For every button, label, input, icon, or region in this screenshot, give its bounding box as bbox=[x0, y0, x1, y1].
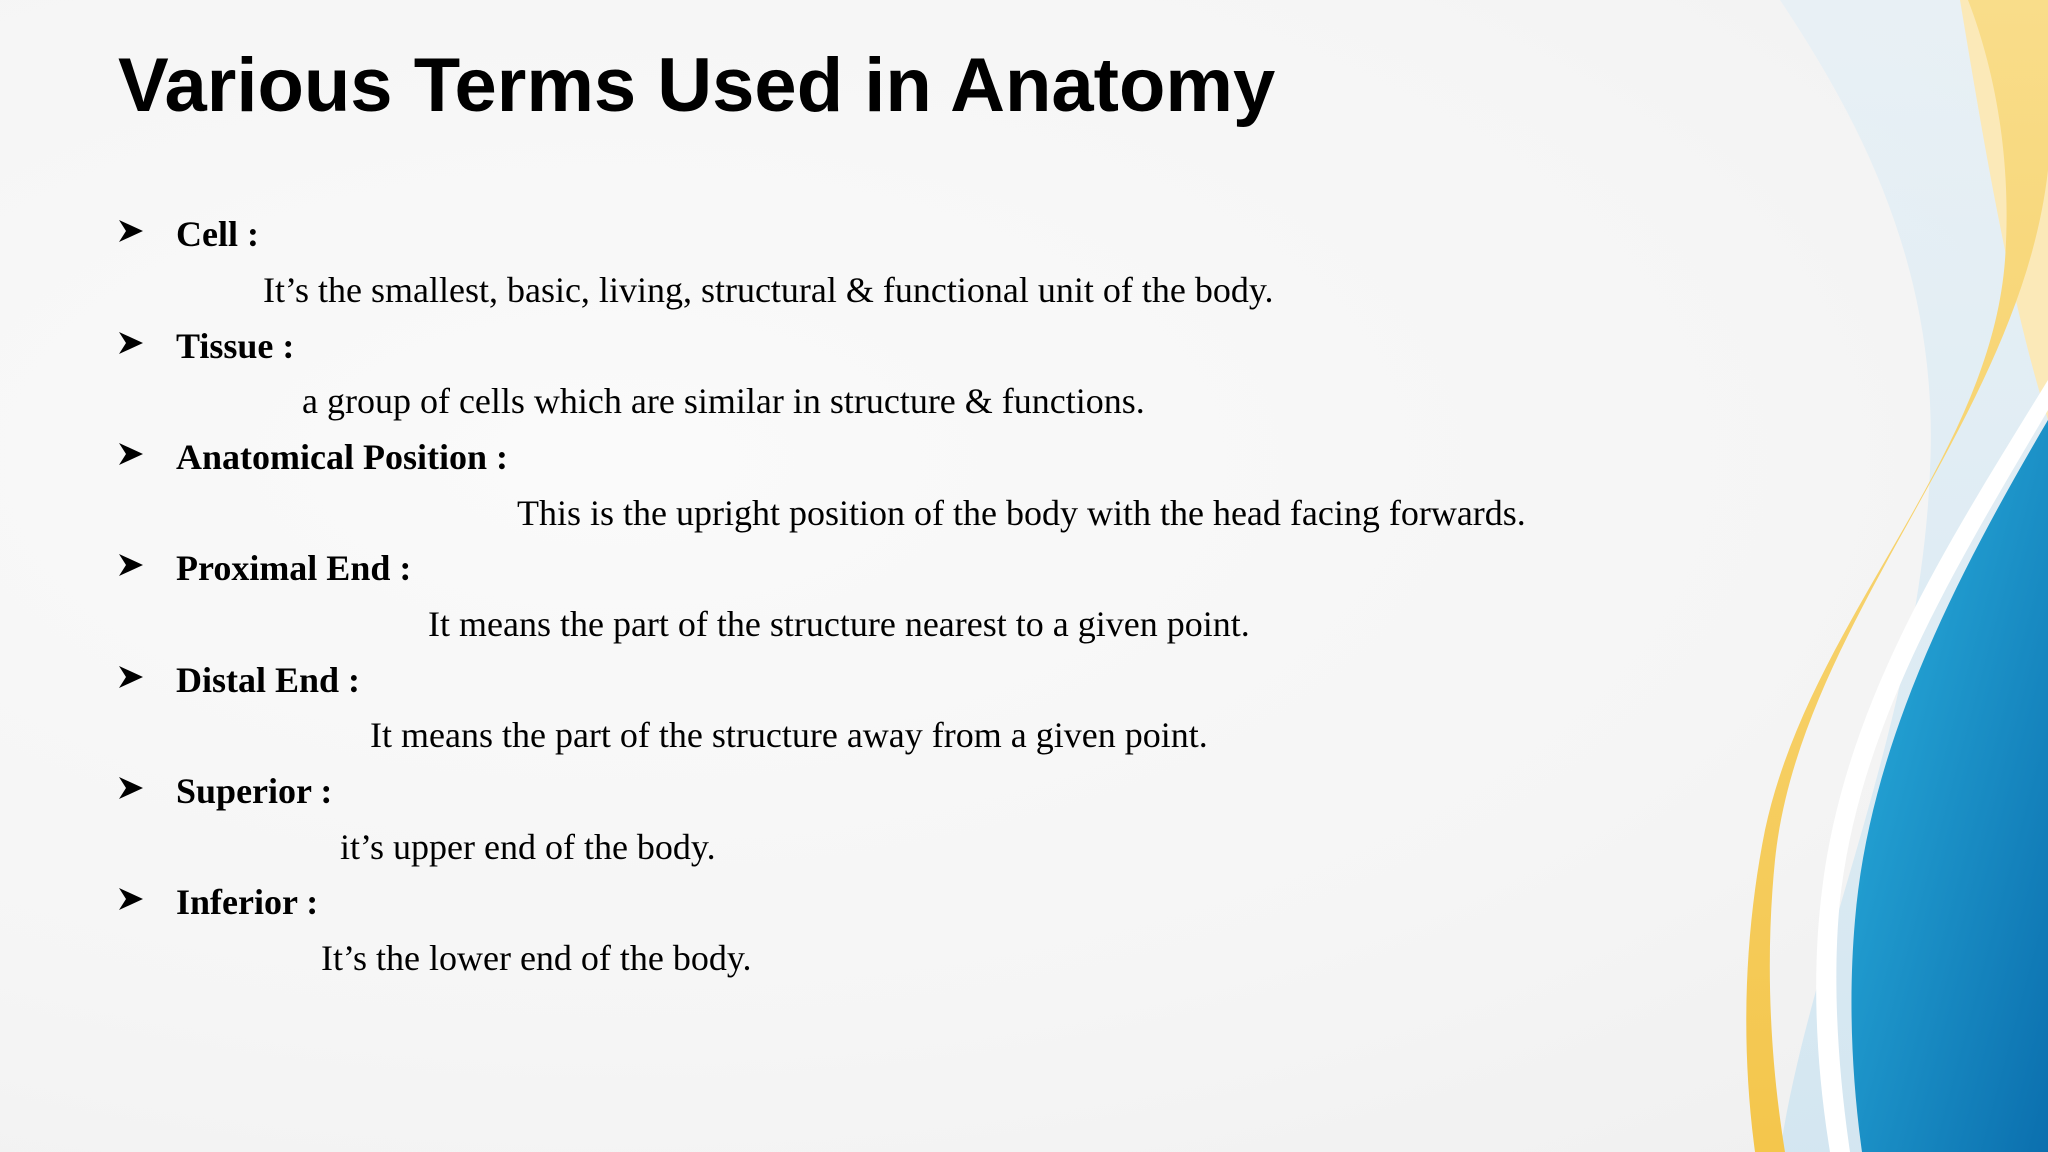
term-label: Cell : bbox=[176, 214, 259, 254]
arrowhead-bullet-icon bbox=[118, 552, 144, 578]
term-definition-distal-end: It means the part of the structure away from a given point. bbox=[370, 715, 1208, 755]
term-label: Anatomical Position : bbox=[176, 437, 508, 477]
arrowhead-bullet-icon bbox=[118, 441, 144, 467]
term-label: Distal End : bbox=[176, 660, 361, 700]
arrowhead-bullet-icon bbox=[118, 886, 144, 912]
term-definition-anatomical-position: This is the upright position of the body with the head facing forwards. bbox=[517, 493, 1526, 533]
term-definition-proximal-end: It means the part of the structure nearest to a given point. bbox=[428, 604, 1250, 644]
term-definition-superior: it’s upper end of the body. bbox=[340, 827, 716, 867]
arrowhead-bullet-icon bbox=[118, 664, 144, 690]
term-definition-cell: It’s the smallest, basic, living, structural & functional unit of the body. bbox=[263, 270, 1274, 310]
term-label: Proximal End : bbox=[176, 548, 412, 588]
term-label: Tissue : bbox=[176, 326, 295, 366]
term-definition-tissue: a group of cells which are similar in structure & functions. bbox=[302, 381, 1145, 421]
slide-title: Various Terms Used in Anatomy bbox=[118, 43, 1276, 128]
term-definition-inferior: It’s the lower end of the body. bbox=[321, 938, 752, 978]
arrowhead-bullet-icon bbox=[118, 330, 144, 356]
term-label: Inferior : bbox=[176, 882, 319, 922]
term-label: Superior : bbox=[176, 771, 333, 811]
arrowhead-bullet-icon bbox=[118, 775, 144, 801]
arrowhead-bullet-icon bbox=[118, 218, 144, 244]
